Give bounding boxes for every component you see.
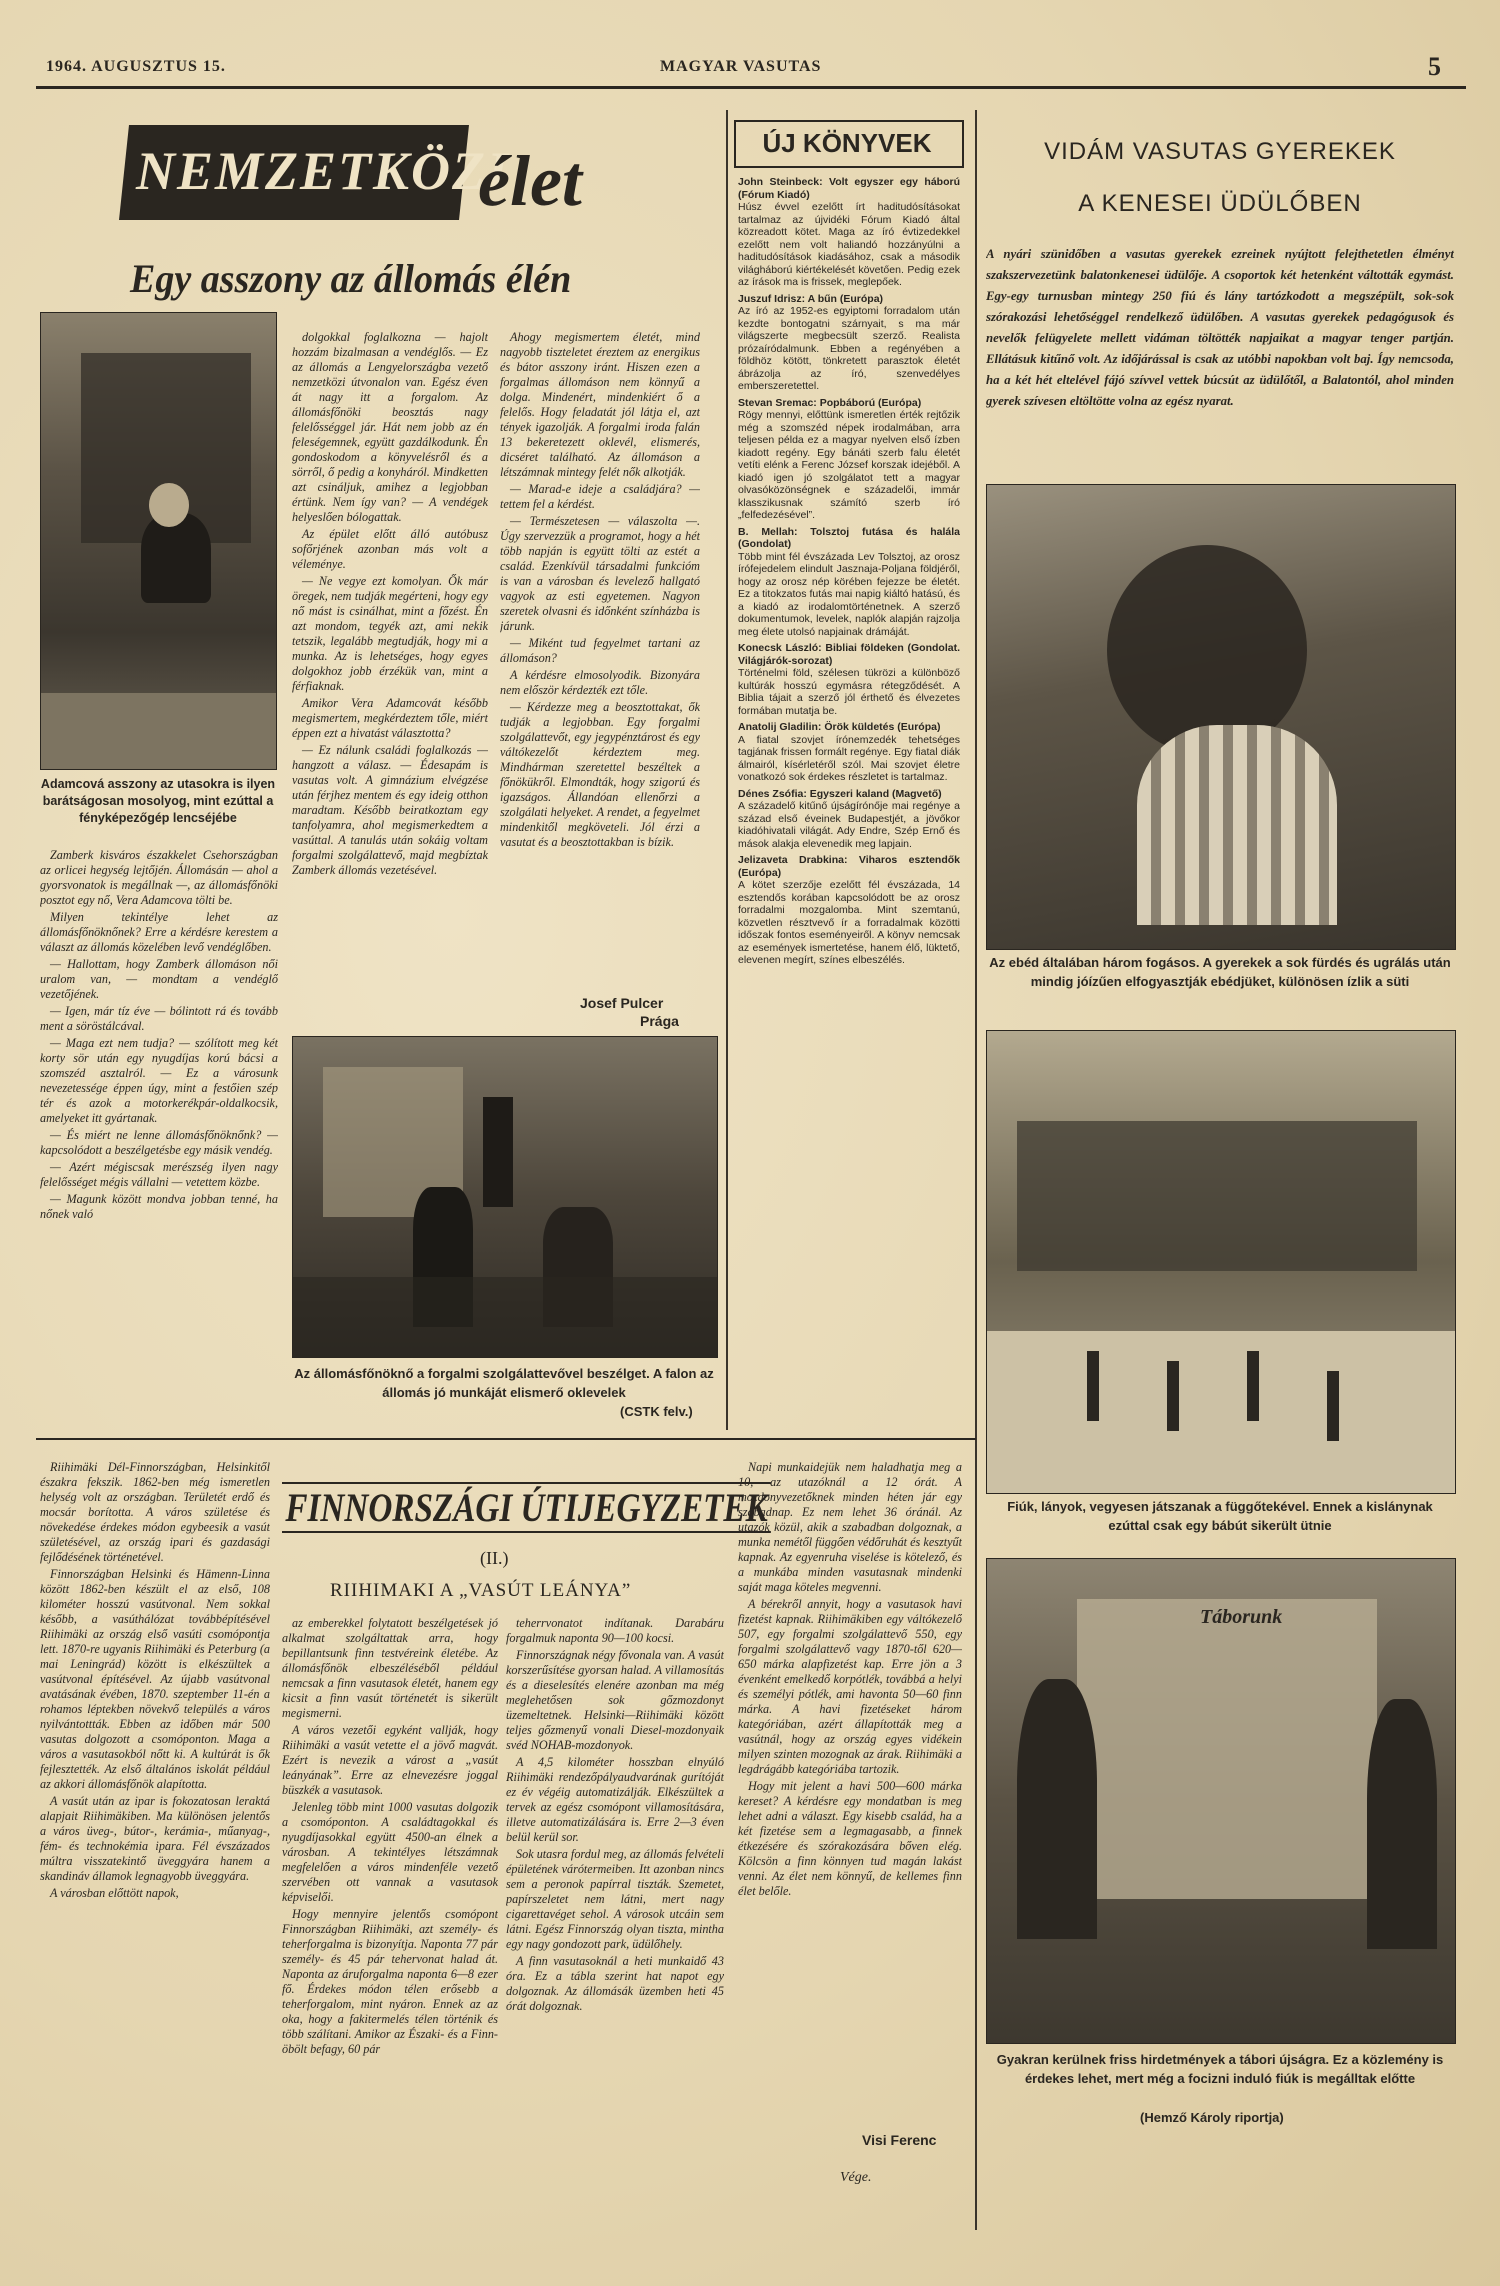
column-divider-right	[975, 110, 977, 2230]
section-rule	[36, 1438, 976, 1440]
kids-caption-3: Gyakran kerülnek friss hirdetmények a tábori újságra. Ez a közlemény is érdekes lehet, mert még a focizni induló fiúk is megálltak előtte	[996, 2052, 1444, 2086]
page-number: 5	[1428, 52, 1442, 81]
photo-boy-eating	[986, 484, 1456, 950]
books-list: John Steinbeck: Volt egyszer egy háború (Fórum Kiadó) Húsz évvel ezelőtt írt haditudósításokat tartalmaz az újvidéki Fórum Kiadó által közreadott kötet. Maga az író évtizedekkel ezelőtt nem volt haliandó hozzányúlni a haditudósítások kiadásához, csak a második világháború kiértékelését követően. Pedig ezek az írások ma is frissek, meglepőek. Juszuf Idrisz: A bűn (Európa) Az író az 1952-es egyiptomi forradalom után kezdte bontogatni szárnyait, s ma már világszerte megbecsült szerző. Realista prózaíródalmunk. Ebben a regényében a földhöz kötött, tönkretett parasztok életét ábrázolja az író, szenvedélyes emberszeretettel. Stevan Sremac: Popbáború (Európa) Rögy mennyi, előttünk ismeretlen érték rejtőzik még a szomszéd népek irodalmában, arra teljesen példa ez a magyar nyelven első ízben kiadott regény. Egy bánáti szerb falu életét vetíti elénk a Ferenc József korszak idejéből. A kiadó igen jó szolgálatot tett a magyar olvasóközönségnek e századelői, immár klasszikusnak számító szerb író „felfedezésével”. B. Mellah: Tolsztoj futása és halála (Gondolat) Több mint fél évszázada Lev Tolsztoj, az orosz írófejedelem elindult Jasznaja-Poljana földjéről, hogy az orosz nép körében fejezze be életét. Ez a titokzatos futás mai napig kiáltó hatású, és a kiadó az irodalomtörténetnek. A szerző dokumentumok, levelek, naplók alapján rajzolja meg élete utolsó napjainak drámáját. Konecsk László: Bibliai földeken (Gondolat. Világjárók-sorozat) Történelmi föld, szélesen tükrözi a különböző kultúrák hosszú egymásra rétegződését. A Biblia tájait a szerző jól érthető és élvezetes formában mutatja be. Anatolij Gladilin: Örök küldetés (Európa) A fiatal szovjet írónemzedék tehetséges tagjának frissen formált regénye. Egy fiatal diák álmairól, kísérletéről szól. Mai szovjet életre vonatkozó sok érdekes részletet is tartalmaz. Dénes Zsófia: Egyszeri kaland (Magvető) A századelő kitűnő újságírónője mai regénye a század első éveinek Budapestjét, a jövőkor kiadóhivatali világát. Ady Endre, Szép Ernő és mások alakja elevenedik meg lapjain. Jelizaveta Drabkina: Viharos esztendők (Európa) A kötet szerzője ezelőtt fél évszázada, 14 esztendős korában kapcsolódott be az orosz forradalmi mozgalomba. Mint szemtanú, közvetlen résztvevő ír a forradalmak közötti időszak fontos eseményeiről. A könyv nemcsak az események ismertetése, hanem élő, lüktető, elevenen megírt, színes elbeszélés.	[738, 176, 960, 966]
paper-title: MAGYAR VASUTAS	[660, 58, 822, 75]
finn-number: (II.)	[480, 1548, 509, 1568]
photo-skittles	[986, 1030, 1456, 1494]
article-author: Josef Pulcer	[580, 995, 664, 1011]
masthead-rule	[36, 86, 1466, 89]
column-divider	[726, 110, 728, 1430]
finn-title: FINNORSZÁGI ÚTIJEGYZETEK	[282, 1482, 771, 1533]
photo2-caption: Az állomásfőnöknő a forgalmi szolgálattevővel beszélget. A falon az állomás jó munkáját elismerő oklevelek	[294, 1366, 714, 1400]
article-title: Egy asszony az állomás élén	[130, 256, 572, 301]
kids-credit: (Hemző Károly riportja)	[1140, 2110, 1284, 2125]
finn-col-3: teherrvonatot indítanak. Darabáru forgalmuk naponta 90—100 kocsi. Finnországnak négy fővonala van. A vasút korszerűsítése gyorsan halad. A villamosítás és a dieselesítés elenére azonban ma még meglehetősen sok gőzmozdonyt üzemeltetnek. Helsinki—Riihimäki között teljes gőzmenyű vonali Diesel-mozdonyaik svéd NOHAB-mozdonyok. A 4,5 kilométer hosszban elnyúló Riihimäki rendezőpályaudvarának gurítóját ez év végéig automatizálják. Elkészültek a tervek az egész csomópont villamosítására, illetve automatizálására is. Erre 2—3 éven belül kerül sor. Sok utasra fordul meg, az állomás felvételi épületének várótermeiben. Itt azonban nincs sem a peronok papírral tiszták. Szemetet, papírszeletet nem látni, mert nagy cigarettavéget sehol. A városok utcáin sem látni. Egész Finnország olyan tiszta, mintha egy nagy gondozott park, üdülőhely. A finn vasutasoknál a heti munkaidő 43 óra. Ez a tábla szerint hat napot egy dolgoznak. Az állomásák üzemben heti 45 órát dolgoznak.	[506, 1616, 724, 2013]
finn-end: Vége.	[840, 2170, 872, 2185]
photo-notice-board	[986, 1558, 1456, 2044]
article-col-3: Ahogy megismertem életét, mind nagyobb tiszteletet éreztem az energikus és bátor asszony iránt. Hiszen ezen a forgalmas állomáson nem könnyű a dolga. Mindenért, mindenkiért ő a felelős. Hogy feladatát jól látja el, azt tények igazolják. A forgalmi iroda falán 13 bekeretezett oklevél, elismerés, dicséret található. Az állomáson a létszámnak mintegy felét nők alkotják. — Marad-e ideje a családjára? — tettem fel a kérdést. — Természetesen — válaszolta —. Úgy szervezzük a programot, hogy a hét több napján is együtt tölti az estét a család. Ezenkívül társadalmi funkcióm is van a városban és levelező hallgató vagyok az esti egyetemen. Nagyon szeretek olvasni és időnként színházba is járunk. — Miként tud fegyelmet tartani az állomáson? A kérdésre elmosolyodik. Bizonyára nem először kérdezték ezt tőle. — Kérdezze meg a beosztottakat, ők tudják a legjobban. Egy forgalmi szolgálattevőt, egy jegypénztárost és egy váltókezelőt kérdeztem meg. Mindhárman szeretettel beszéltek a főnökükről. Elmondták, hogy szigorú és igazságos. Állandóan ellenőrzi a szolgálati helyeket. A rendet, a fegyelmet mindenkitől megköveteli. Jól érzi a vasutat és a beosztottakban is bízik.	[500, 330, 700, 849]
article-col-1: Zamberk kisváros északkelet Csehországban az orlicei hegység lejtőjén. Állomásán — ahol a gyorsvonatok is megállnak —, az állomásfőnöki posztot egy nő, Vera Adamcova tölti be. Milyen tekintélye lehet az állomásfőnöknőnek? Erre a kérdésre kerestem a választ az állomás közelében levő vendéglőben. — Hallottam, hogy Zamberk állomáson női uralom van, — mondtam a vendéglő vezetőjének. — Igen, már tíz éve — bólintott rá és tovább ment a söröstálcával. — Maga ezt nem tudja? — szólított meg két korty sör után egy nyugdíjas korú bácsi a szomszéd asztalról. — Ez a városunk nevezetessége éppen úgy, mint a festőien szép tér és azok a motorkerékpár-oldalkocsik, amelyeket itt gyártanak. — És miért ne lenne állomásfőnöknőnk? — kapcsolódott a beszélgetésbe egy másik vendég. — Azért mégiscsak merészség ilyen nagy felelősséget mégis vállalni — vetettem közbe. — Magunk között mondva jobban tenné, ha nőnek való	[40, 848, 278, 1221]
kids-intro: A nyári szünidőben a vasutas gyerekek ezreinek nyújtott felejthetetlen élményt szakszervezetünk balatonkenesei üdülője. A csoportok két hetenként váltották egymást. Egy-egy turnusban mintegy 250 fiú és lány tartózkodott a megszépült, sok-sok szórakozási lehetőséggel rendelkező üdülőben. A vasutas gyerekek pedagógusok és nevelők felügyelete mellett vidáman töltötték napjaikat a magyar tenger partján. Ellátásuk kitűnő volt. Az időjárással is csak az utóbbi napokban volt baj. Így nemcsoda, ha a két hét eltelével fájó szívvel vettek búcsút az üdülőtől, a Balatontól, ahol minden gyerek szívesen eltöltötte volna az egész nyarat.	[986, 247, 1454, 408]
issue-date: 1964. AUGUSZTUS 15.	[46, 58, 226, 75]
photo1-caption: Adamcová asszony az utasokra is ilyen barátságosan mosolyog, mint ezúttal a fényképezőgép lencséjébe	[40, 777, 276, 825]
books-title: ÚJ KÖNYVEK	[762, 128, 932, 158]
kids-caption-1: Az ebéd általában három fogásos. A gyerekek a sok fürdés és ugrálás után mindig jóízűen elfogyasztják ebédjüket, különösen ízlik a süti	[989, 955, 1451, 989]
photo-office	[292, 1036, 718, 1358]
kids-title-2: A KENESEI ÜDÜLŐBEN	[1078, 190, 1362, 217]
finn-col-2: az emberekkel folytatott beszélgetések jó alkalmat szolgáltattak arra, hogy bepillantsunk finn testvéreink életébe. Az állomásfőnök elbeszéléséből például nemcsak a finn vasutasok életét, hanem egy kicsit a finn vasút történetét is sikerült megismerni. A város vezetői egyként vallják, hogy Riihimäki a vasút vetette el a jövő magvát. Ezért is nevezik a várost a „vasút leányának”. Erre az elnevezésre joggal büszkék a vasutasok. Jelenleg több mint 1000 vasutas dolgozik a csomóponton. A családtagokkal és nyugdíjasokkal együtt 4500-an élnek a városban. A tekintélyes létszámnak megfelelően a város mindenféle vezető szervében ott vannak a vasutasok képviselői. Hogy mennyire jelentős csomópont Finnországban Riihimäki, azt személy- és teherforgalma is bizonyítja. Naponta 77 pár személy- és 45 pár tehervonat halad át. Naponta az áruforgalma naponta 6—8 ezer fő. Érdekes módon télen erősebb a teherforgalom, mint nyáron. Ennek az az oka, hogy a fakitermelés télen történik és több szálítani. Amikor az Északi- és a Finn-öbölt befagy, 60 pár	[282, 1616, 498, 2056]
finn-col-1: Riihimäki Dél-Finnországban, Helsinkitől északra fekszik. 1862-ben még ismeretlen helység volt az országban. Területét erdő és mocsár borította. A város születése és növekedése érdekes módon egybeesik a vasút születésével, az ország ipari és gazdasági fejlődésének történetével. Finnországban Helsinki és Hämenn-Linna között 1862-ben készült el az első, 108 kilométer hosszú vasútvonal. Nem sokkal később, a vasúthálózat továbbépítésével Riihimäki az ország első vasúti csomópontja lett. 1870-re ugyanis Riihimäki és Peterburg (a mai Leningrád) között is elkészültek a vasútvonal építésével. Az újabb vasútvonal avatásának évében, 1870. szeptember 11-én a rohamos léptekben növekvő település a város nyilvántottták. Ebben az időben már 500 vasutas dolgozott a csomóponton. Maga a város a vasutasokból nőtt ki. A kultúrát is ők fejlesztették. Az első általános iskolát például az akkori állomásfőnök alapította. A vasút után az ipar is fokozatosan leraktá alapjait Riihimäkiben. Ma különösen jelentős a város üveg-, bútor-, kerámia-, műanyag-, fém- és technokémia ipara. Fél évszázados múltra visszatekintő üveggyára hanem a skandináv államok legnagyobb üveggyára. A városban előttött napok,	[40, 1460, 270, 1900]
kids-caption-2: Fiúk, lányok, vegyesen játszanak a függőtekével. Ennek a kislánynak ezúttal csak egy bábút sikerült ütnie	[1007, 1499, 1433, 1533]
section-logo-elet: élet	[478, 141, 582, 221]
finn-col-4: Napi munkaidejük nem haladhatja meg a 10, az utazóknál a 12 órát. A mozdonyvezetőknek minden héten jár egy szabadnap. Ez nem lehet 36 óránál. Az utazók közül, akik a szabadban dolgoznak, a munka nemétől függően védőruhát és kesztyűt kapnak. Az egyenruha viselése is kötelező, és a munkába minden vasutasnak mindenki saját maga köteles megvenni. A bérekről annyit, hogy a vasutasok havi fizetést kapnak. Riihimäkiben egy váltókezelő 507, egy forgalmi szolgálattevő 550, egy forgalmi szolgálattevő vagy 1870-től 620—650 márka alapfizetést kap. Erre jön a 3 évenként emelkedő korpótlék, továbbá a helyi és személyi pótlék, ami havonta 50—60 finn márka. A havi fizetéseket három kategóriában, azért állapították meg a vasútnál, hogy az ország egyes vidékein milyen szinten mozognak az árak. Riihimäki a legdrágább kategóriába tartozik. Hogy mit jelent a havi 500—600 márka kereset? A kérdésre egy mondatban is meg lehet adni a választ. Egy kisebb család, ha a két fizetése sem a legmagasabb, a finnek étkezésére és szórakozására bőven elég. Kölcsön a finn könnyen tud magán lakást venni. Az élet nem könnyű, de kellemes finn élet belőle.	[738, 1460, 962, 1898]
article-author-city: Prága	[640, 1013, 679, 1029]
photo2-credit: (CSTK felv.)	[620, 1404, 693, 1419]
article-col-2: dolgokkal foglalkozna — hajolt hozzám bizalmasan a vendéglős. — Ez az állomás a Lengyelországba vezető nemzetközi útvonalon van. Egész éven át nagy itt a forgalom. Az állomásfőnöki beosztás nagy felelősséggel jár. Hát nem jobb az én feleségemnek, együtt gazdálkodunk. Én gondoskodom a könyvelésről és a sörről, ő pedig a konyháról. Mindketten azt csináljuk, amihez a legjobban értünk. Nem így van? — A vendégek helyeslően bólogattak. Az épület előtt álló autóbusz sofőrjének azonban más volt a véleménye. — Ne vegye ezt komolyan. Ők már öregek, nem tudják megérteni, hogy egy nő mást is csinálhat, mint a főzést. Én azt mondom, tegyék azt, ami nekik tetszik, legalább megtudják, hogy mi a munka. Az is lehetséges, hogy egyes dolgokhoz jobb érzékük van, mint a férfiaknak. Amikor Vera Adamcovát később megismertem, megkérdeztem tőle, miért éppen ezt a hivatást választotta? — Ez nálunk családi foglalkozás — hangzott a válasz. — Édesapám is vasutas volt. A gimnázium elvégzése után férjhez mentem és egy ideig otthon maradtam. Később beiratkoztam egy tanfolyamra, ahol megismerkedtem a vasúttal. A tanulás után sokáig voltam forgalmi szolgálattevő, majd megbíztak Zamberk állomás vezetésével.	[292, 330, 488, 877]
notice-board-sign: Táborunk	[1200, 1606, 1283, 1628]
finn-author: Visi Ferenc	[862, 2132, 937, 2148]
kids-title-1: VIDÁM VASUTAS GYEREKEK	[1044, 138, 1396, 165]
section-logo-text: NEMZETKÖZI	[136, 141, 511, 201]
photo-station-master	[40, 312, 277, 770]
finn-subtitle: RIIHIMAKI A „VASÚT LEÁNYA”	[330, 1580, 632, 1601]
